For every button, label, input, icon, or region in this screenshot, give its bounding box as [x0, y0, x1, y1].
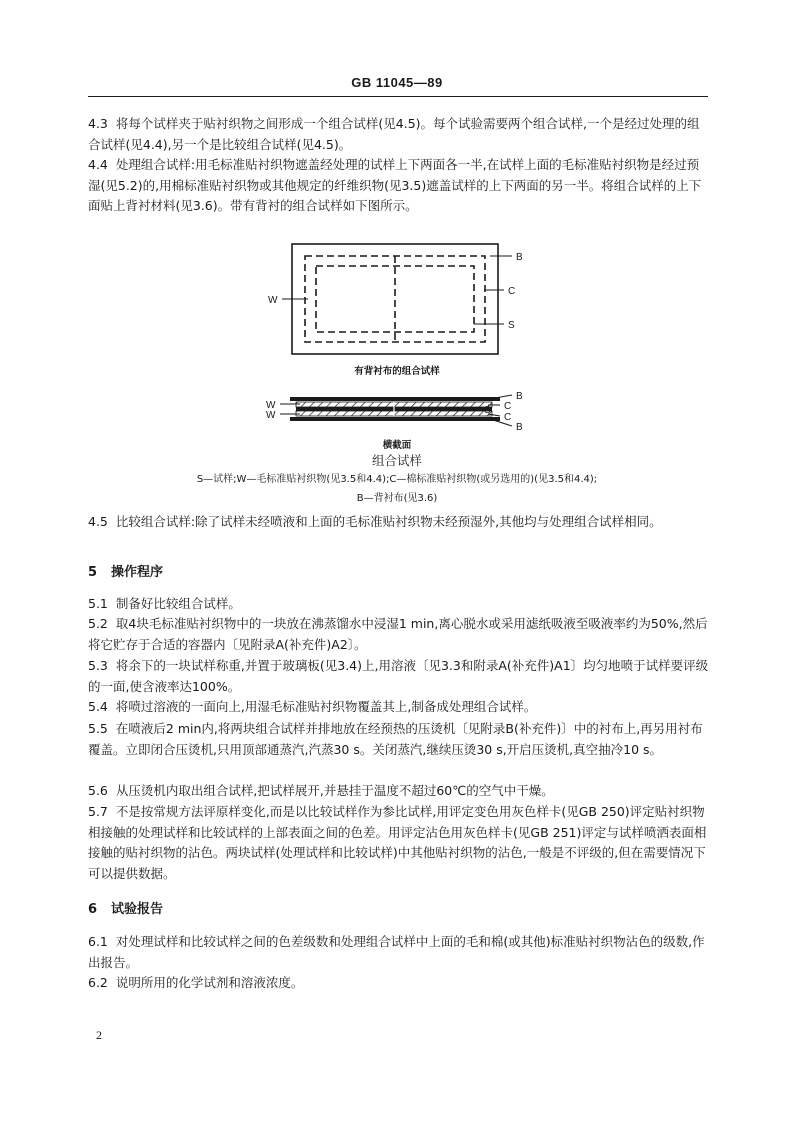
clause-text: 制备好比较组合试样。 — [115, 596, 241, 611]
paragraph-6-2 — [88, 973, 710, 994]
label-b-top: B — [516, 391, 523, 402]
clause-text: 取4块毛标准贴衬织物中的一块放在沸蒸馏水中浸湿1 min,离心脱水或采用滤纸吸液至吸液率约为50%,然后将它贮存于合适的容器内〔见附录A(补充件)A2〕。 — [88, 616, 708, 652]
label-w: W — [268, 295, 278, 306]
backing-bottom — [290, 417, 500, 421]
clause-text: 将每个试样夹于贴衬织物之间形成一个组合试样(见4.5)。每个试验需要两个组合试样,一个是经过处理的组合试样(见4.4),另一个是比较组合试样(见4.5)。 — [88, 116, 700, 152]
clause-number: 6.1 — [88, 934, 108, 949]
page-header: GB 11045—89 — [351, 75, 443, 90]
section-title: 操作程序 — [111, 565, 164, 580]
section-heading-6 — [88, 900, 163, 920]
figure-legend-line1: S—试样;W—毛标准贴衬织物(见3.5和4.4);C—棉标准贴衬织物(或另选用的)(见3.5和4.4); — [196, 474, 598, 485]
paragraph-6-1 — [88, 932, 710, 973]
paragraph-4-5 — [88, 512, 710, 533]
clause-text: 将余下的一块试样称重,并置于玻璃板(见3.4)上,用溶液〔见3.3和附录A(补充件)A1〕均匀地喷于试样要评级的一面,使含液率达100%。 — [88, 658, 709, 694]
figure-cross-section — [260, 388, 540, 436]
clause-number: 4.4 — [88, 157, 108, 172]
figure-top-view — [260, 240, 540, 370]
clause-number: 5.5 — [88, 721, 108, 736]
section-title: 试验报告 — [111, 902, 164, 917]
paragraph-4-3 — [88, 114, 710, 155]
label-c: C — [508, 286, 516, 297]
clause-number: 5.7 — [88, 804, 108, 819]
clause-number: 6.2 — [88, 975, 108, 990]
section-number: 5 — [88, 565, 98, 580]
clause-number: 5.6 — [88, 783, 108, 798]
clause-text: 在喷液后2 min内,将两块组合试样并排地放在经预热的压烫机〔见附录B(补充件)〕中的衬布上,再另用衬布覆盖。立即闭合压烫机,只用顶部通蒸汽,汽蒸30 s。关闭蒸汽,继续压烫30 s,开启压烫机,真空抽冷10 s。 — [88, 721, 703, 757]
clause-text: 比较组合试样:除了试样未经喷液和上面的毛标准贴衬织物未经预湿外,其他均与处理组合试样相同。 — [115, 514, 662, 529]
page-number: 2 — [96, 1028, 102, 1042]
clause-text: 从压烫机内取出组合试样,把试样展开,并悬挂于温度不超过60℃的空气中干燥。 — [115, 783, 554, 798]
clause-text: 处理组合试样:用毛标准贴衬织物遮盖经处理的试样上下两面各一半,在试样上面的毛标准贴衬织物是经过预湿(见5.2)的,用棉标准贴衬织物或其他规定的纤维织物(见3.5)遮盖试样的上下两面的另一半。将组合试样的上下面贴上背衬材料(见3.6)。带有背衬的组合试样如下图所示。 — [88, 157, 702, 213]
label-s: S — [508, 320, 515, 331]
label-b-bottom: B — [516, 422, 523, 433]
section-heading-5 — [88, 563, 163, 583]
paragraph-4-4 — [88, 155, 710, 217]
paragraph-5-3 — [88, 656, 710, 697]
paragraph-5-7 — [88, 802, 710, 884]
figure-legend-line2: B—背衬布(见3.6) — [356, 493, 438, 504]
label-b: B — [516, 252, 523, 263]
header-rule — [88, 96, 708, 97]
backing-top — [290, 397, 500, 401]
clause-text: 对处理试样和比较试样之间的色差级数和处理组合试样中上面的毛和棉(或其他)标准贴衬织物沾色的级数,作出报告。 — [88, 934, 705, 970]
clause-text: 不是按常规方法评原样变化,而是以比较试样作为参比试样,用评定变色用灰色样卡(见GB 250)评定贴衬织物相接触的处理试样和比较试样的上部表面之间的色差。用评定沾色用灰色样卡(见GB 251)评定与试样喷洒表面相接触的贴衬织物的沾色。两块试样(处理试样和比较试样)中其他贴衬织物的沾色,一般是不评级的,但在需要情况下可以提供数据。 — [88, 804, 707, 881]
figure-top-caption: 有背衬布的组合试样 — [354, 366, 440, 377]
label-c-bottom: C — [504, 412, 512, 423]
clause-number: 5.3 — [88, 658, 108, 673]
clause-text: 说明所用的化学试剂和溶液浓度。 — [115, 975, 304, 990]
figure-title: 组合试样 — [371, 453, 422, 468]
label-c-top: C — [504, 401, 512, 412]
clause-number: 5.1 — [88, 596, 108, 611]
clause-number: 5.4 — [88, 699, 108, 714]
label-w-top: W — [266, 400, 276, 411]
figure-section-caption: 横截面 — [382, 440, 412, 451]
paragraph-5-4 — [88, 697, 710, 718]
label-w-bottom: W — [266, 410, 276, 421]
paragraph-5-2 — [88, 614, 710, 655]
paragraph-5-1 — [88, 594, 710, 615]
section-number: 6 — [88, 902, 98, 917]
label-s-cross: S — [484, 405, 491, 416]
clause-number: 5.2 — [88, 616, 108, 631]
paragraph-5-5 — [88, 719, 710, 760]
clause-number: 4.5 — [88, 514, 108, 529]
paragraph-5-6 — [88, 781, 710, 802]
clause-text: 将喷过溶液的一面向上,用湿毛标准贴衬织物覆盖其上,制备成处理组合试样。 — [115, 699, 537, 714]
clause-number: 4.3 — [88, 116, 108, 131]
